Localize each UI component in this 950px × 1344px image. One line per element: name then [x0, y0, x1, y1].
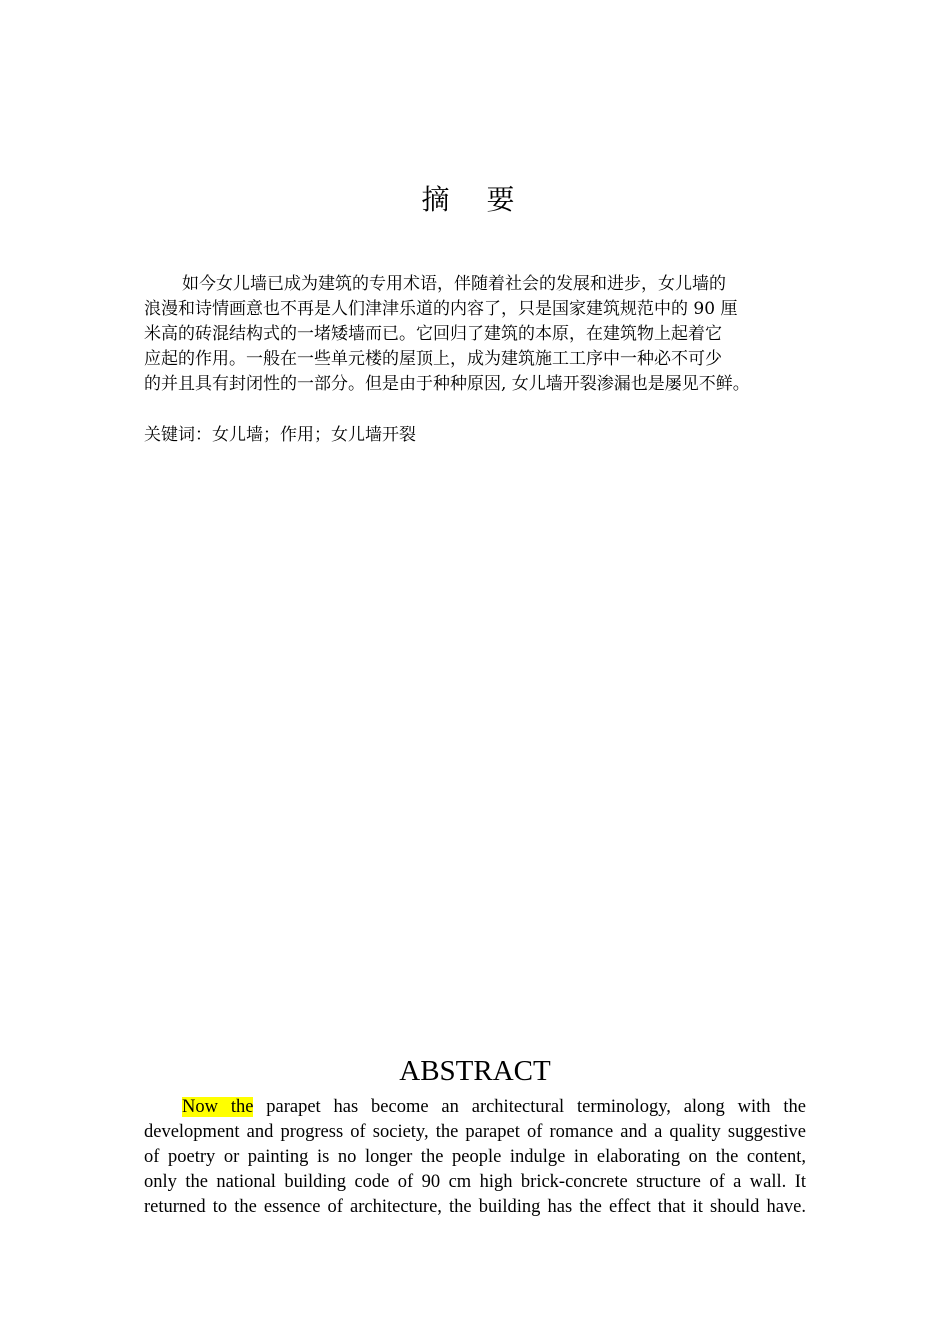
chinese-abstract-line: 米高的砖混结构式的一堵矮墙而已。它回归了建筑的本原，在建筑物上起着它 [144, 324, 722, 344]
english-abstract-line: of poetry or painting is no longer the people indulge in elaborating on the content, [144, 1147, 806, 1167]
english-abstract-title: ABSTRACT [399, 1055, 551, 1087]
english-abstract-line [144, 1095, 806, 1120]
chinese-keywords [144, 423, 416, 448]
keywords-label: 关键词： [144, 425, 212, 445]
keywords-value: 女儿墙；作用；女儿墙开裂 [212, 425, 416, 445]
chinese-abstract-body [144, 272, 834, 397]
english-abstract-line: returned to the essence of architecture, the building has the effect that it should have. [144, 1197, 806, 1217]
chinese-abstract-line: 浪漫和诗情画意也不再是人们津津乐道的内容了，只是国家建筑规范中的 90 厘 [144, 299, 738, 319]
english-abstract-line: only the national building code of 90 cm high brick-concrete structure of a wall. It [144, 1172, 806, 1192]
english-first-line-rest: parapet has become an architectural terminology, along with the [253, 1097, 806, 1117]
english-abstract-line: development and progress of society, the parapet of romance and a quality suggestive [144, 1122, 806, 1142]
english-abstract-body [144, 1095, 806, 1220]
chinese-abstract-line: 的并且具有封闭性的一部分。但是由于种种原因, 女儿墙开裂渗漏也是屡见不鲜。 [144, 374, 750, 394]
chinese-abstract-line: 应起的作用。一般在一些单元楼的屋顶上，成为建筑施工工序中一种必不可少 [144, 349, 722, 369]
highlighted-text: Now the [182, 1097, 254, 1117]
chinese-abstract-line: 如今女儿墙已成为建筑的专用术语，伴随着社会的发展和进步，女儿墙的 [182, 274, 726, 294]
chinese-abstract-title: 摘 要 [421, 183, 529, 216]
